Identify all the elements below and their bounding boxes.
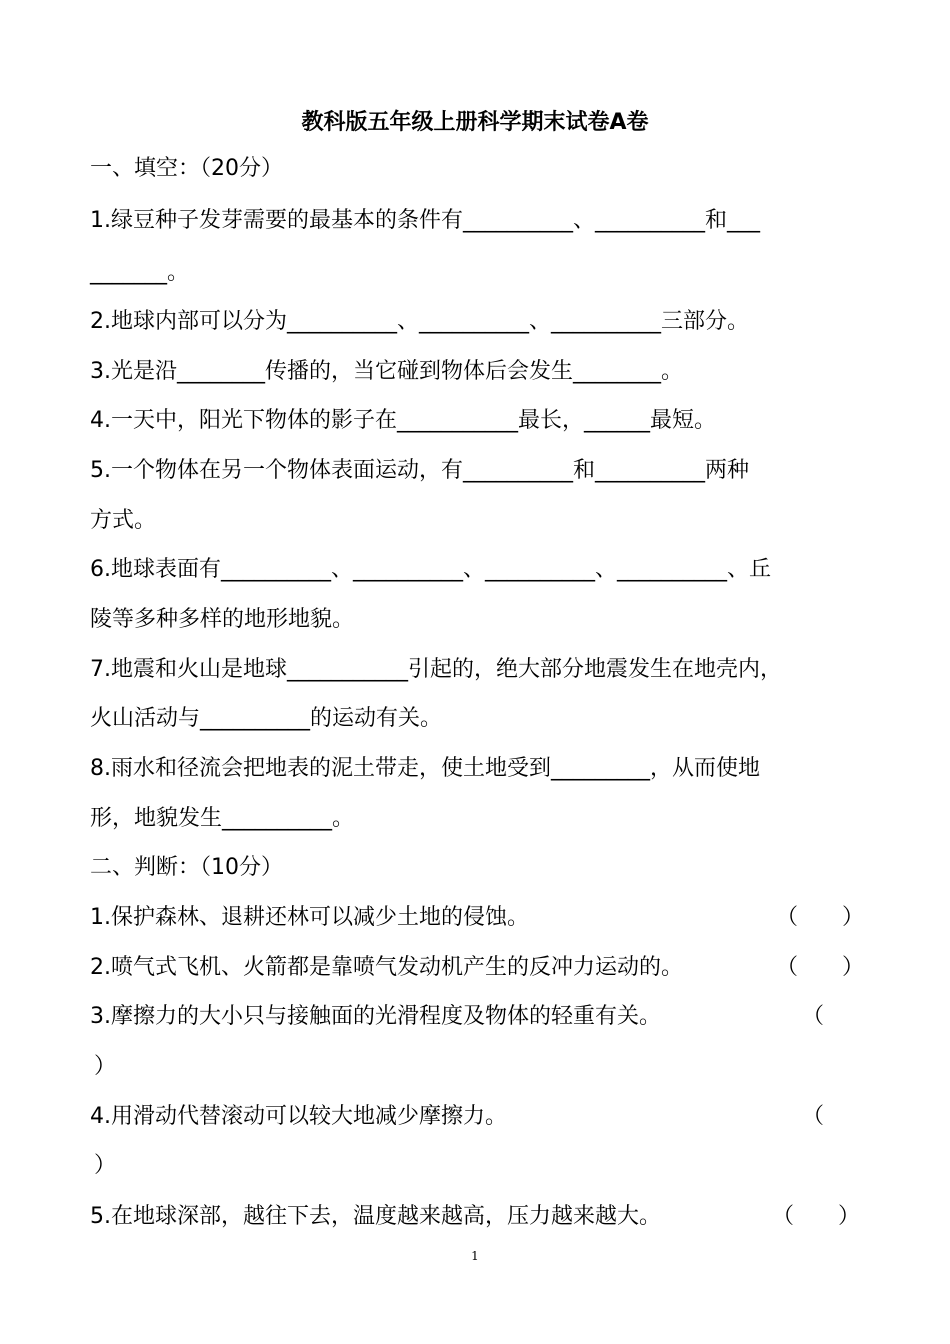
- judgment-item: [90, 901, 870, 935]
- question-line: 2.地球内部可以分为__________、__________、__________三部分。: [90, 309, 749, 334]
- section-heading-true-false: 二、判断：（10分）: [90, 855, 283, 880]
- question-line: 1.绿豆种子发芽需要的最基本的条件有__________、__________和___: [90, 208, 760, 233]
- judgment-text: 4.用滑动代替滚动可以较大地减少摩擦力。: [90, 1104, 507, 1129]
- judgment-text: 5.在地球深部，越往下去，温度越来越高，压力越来越大。: [90, 1204, 661, 1229]
- question-line: 形，地貌发生__________。: [90, 806, 355, 831]
- question-line: 陵等多种多样的地形地貌。: [90, 607, 355, 632]
- question-line: _______。: [90, 260, 190, 285]
- question-line: 4.一天中，阳光下物体的影子在___________最长，______最短。: [90, 408, 716, 433]
- answer-parentheses: （ ）: [776, 905, 865, 930]
- section-heading-fill-blank: 一、填空：（20分）: [90, 156, 283, 181]
- answer-paren-open: （: [802, 1004, 825, 1029]
- page-number: 1: [471, 1249, 479, 1263]
- question-line: 5.一个物体在另一个物体表面运动，有__________和__________两种: [90, 458, 749, 483]
- question-line: 8.雨水和径流会把地表的泥土带走，使土地受到_________，从而使地: [90, 756, 760, 781]
- question-line: 火山活动与__________的运动有关。: [90, 706, 443, 731]
- judgment-text: 2.喷气式飞机、火箭都是靠喷气发动机产生的反冲力运动的。: [90, 955, 683, 980]
- question-line: 6.地球表面有__________、__________、__________、__________、丘: [90, 557, 771, 582]
- judgment-text: 1.保护森林、退耕还林可以减少土地的侵蚀。: [90, 905, 529, 930]
- judgment-text: 3.摩擦力的大小只与接触面的光滑程度及物体的轻重有关。: [90, 1004, 661, 1029]
- question-line: 方式。: [90, 508, 157, 533]
- judgment-item: [90, 1100, 870, 1134]
- answer-paren-close: ）: [94, 1153, 117, 1178]
- answer-parentheses: （ ）: [776, 955, 865, 980]
- answer-paren-close: ）: [94, 1054, 117, 1079]
- page-title: 教科版五年级上册科学期末试卷A卷: [301, 110, 649, 135]
- question-line: 3.光是沿________传播的，当它碰到物体后会发生________。: [90, 359, 683, 384]
- judgment-item: [90, 951, 870, 985]
- answer-paren-open: （: [802, 1104, 825, 1129]
- question-line: 7.地震和火山是地球___________引起的，绝大部分地震发生在地壳内，: [90, 657, 782, 682]
- answer-parentheses: （ ）: [772, 1204, 861, 1229]
- judgment-item: [90, 1000, 870, 1034]
- judgment-item: [90, 1200, 870, 1234]
